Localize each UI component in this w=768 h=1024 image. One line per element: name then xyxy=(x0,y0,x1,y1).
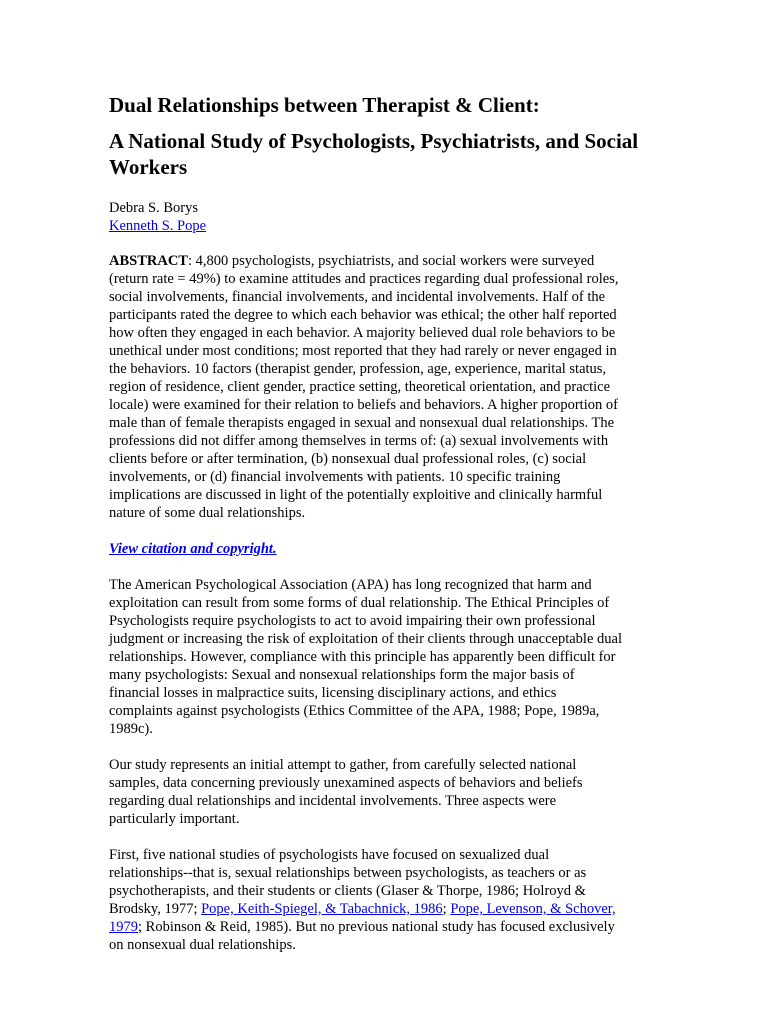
abstract-line: region of residence, client gender, practice setting, theoretical orientation, and practice xyxy=(109,379,611,395)
abstract-line: involvements, or (d) financial involvements with patients. 10 specific training xyxy=(109,469,561,485)
body-line: The American Psychological Association (APA) has long recognized that harm and xyxy=(109,577,592,593)
reference-link-pope-1986[interactable]: Pope, Keith-Spiegel, & Tabachnick, 1986 xyxy=(201,901,443,917)
body-line: Psychologists require psychologists to act to avoid impairing their own professional xyxy=(109,613,596,629)
body-line: judgment or increasing the risk of exploitation of their clients through unacceptable dual xyxy=(109,631,622,647)
body-line: 1989c). xyxy=(109,721,153,737)
abstract-line: ABSTRACT: 4,800 psychologists, psychiatrists, and social workers were surveyed xyxy=(109,253,595,269)
body-line: relationships. However, compliance with this principle has apparently been difficult for xyxy=(109,649,616,665)
body-line: many psychologists: Sexual and nonsexual relationships form the major basis of xyxy=(109,667,575,683)
body-line: Brodsky, 1977; Pope, Keith-Spiegel, & Tabachnick, 1986; Pope, Levenson, & Schover, xyxy=(109,901,616,917)
abstract-line: implications are discussed in light of the potentially exploitive and clinically harmful xyxy=(109,487,603,503)
reference-link-pope-1979[interactable]: Pope, Levenson, & Schover, xyxy=(450,901,616,917)
body-line: psychotherapists, and their students or clients (Glaser & Thorpe, 1986; Holroyd & xyxy=(109,883,586,899)
abstract-line: professions did not differ among themselves in terms of: (a) sexual involvements with xyxy=(109,433,609,449)
body-line: financial losses in malpractice suits, licensing disciplinary actions, and ethics xyxy=(109,685,557,701)
article-title-line2: A National Study of Psychologists, Psychiatrists, and Social Workers xyxy=(109,129,639,179)
abstract-line: nature of some dual relationships. xyxy=(109,505,306,521)
abstract-line: unethical under most conditions; most reported that they had rarely or never engaged in xyxy=(109,343,617,359)
abstract-line: clients before or after termination, (b) nonsexual dual professional roles, (c) social xyxy=(109,451,587,467)
abstract-line: social involvements, financial involvements, and incidental involvements. Half of the xyxy=(109,289,606,305)
body-line: particularly important. xyxy=(109,811,240,827)
reference-link-pope-1979-year[interactable]: 1979 xyxy=(109,919,138,935)
abstract-line: locale) were examined for their relation to beliefs and behaviors. A higher proportion of xyxy=(109,397,618,413)
abstract-line: the behaviors. 10 factors (therapist gender, profession, age, experience, marital status, xyxy=(109,361,607,377)
body-line: regarding dual relationships and incidental involvements. Three aspects were xyxy=(109,793,557,809)
author-list xyxy=(109,199,659,235)
body-line: Our study represents an initial attempt to gather, from carefully selected national xyxy=(109,757,577,773)
author-name: Debra S. Borys xyxy=(109,200,199,216)
body-paragraph-1 xyxy=(109,576,659,738)
body-paragraph-2 xyxy=(109,756,659,828)
body-line: relationships--that is, sexual relationships between psychologists, as teachers or as xyxy=(109,865,587,881)
abstract-paragraph xyxy=(109,252,659,522)
abstract-line: (return rate = 49%) to examine attitudes and practices regarding dual professional roles, xyxy=(109,271,619,287)
body-line: samples, data concerning previously unexamined aspects of behaviors and beliefs xyxy=(109,775,583,791)
view-citation-link[interactable]: View citation and copyright. xyxy=(109,541,277,557)
abstract-line: participants rated the degree to which each behavior was ethical; the other half reported xyxy=(109,307,617,323)
abstract-line: male than of female therapists engaged in sexual and nonsexual dual relationships. The xyxy=(109,415,615,431)
body-line: on nonsexual dual relationships. xyxy=(109,937,296,953)
abstract-line: how often they engaged in each behavior. A majority believed dual role behaviors to be xyxy=(109,325,616,341)
abstract-label: ABSTRACT xyxy=(109,253,188,269)
body-line: exploitation can result from some forms of dual relationship. The Ethical Principles of xyxy=(109,595,610,611)
citation-paragraph xyxy=(109,540,659,558)
body-line: First, five national studies of psychologists have focused on sexualized dual xyxy=(109,847,550,863)
author-link[interactable]: Kenneth S. Pope xyxy=(109,218,207,234)
article-title-line1: Dual Relationships between Therapist & Client: xyxy=(109,93,540,117)
article-page xyxy=(109,92,659,972)
body-line: 1979; Robinson & Reid, 1985). But no previous national study has focused exclusively xyxy=(109,919,615,935)
body-paragraph-3 xyxy=(109,846,659,954)
body-line: complaints against psychologists (Ethics Committee of the APA, 1988; Pope, 1989a, xyxy=(109,703,600,719)
